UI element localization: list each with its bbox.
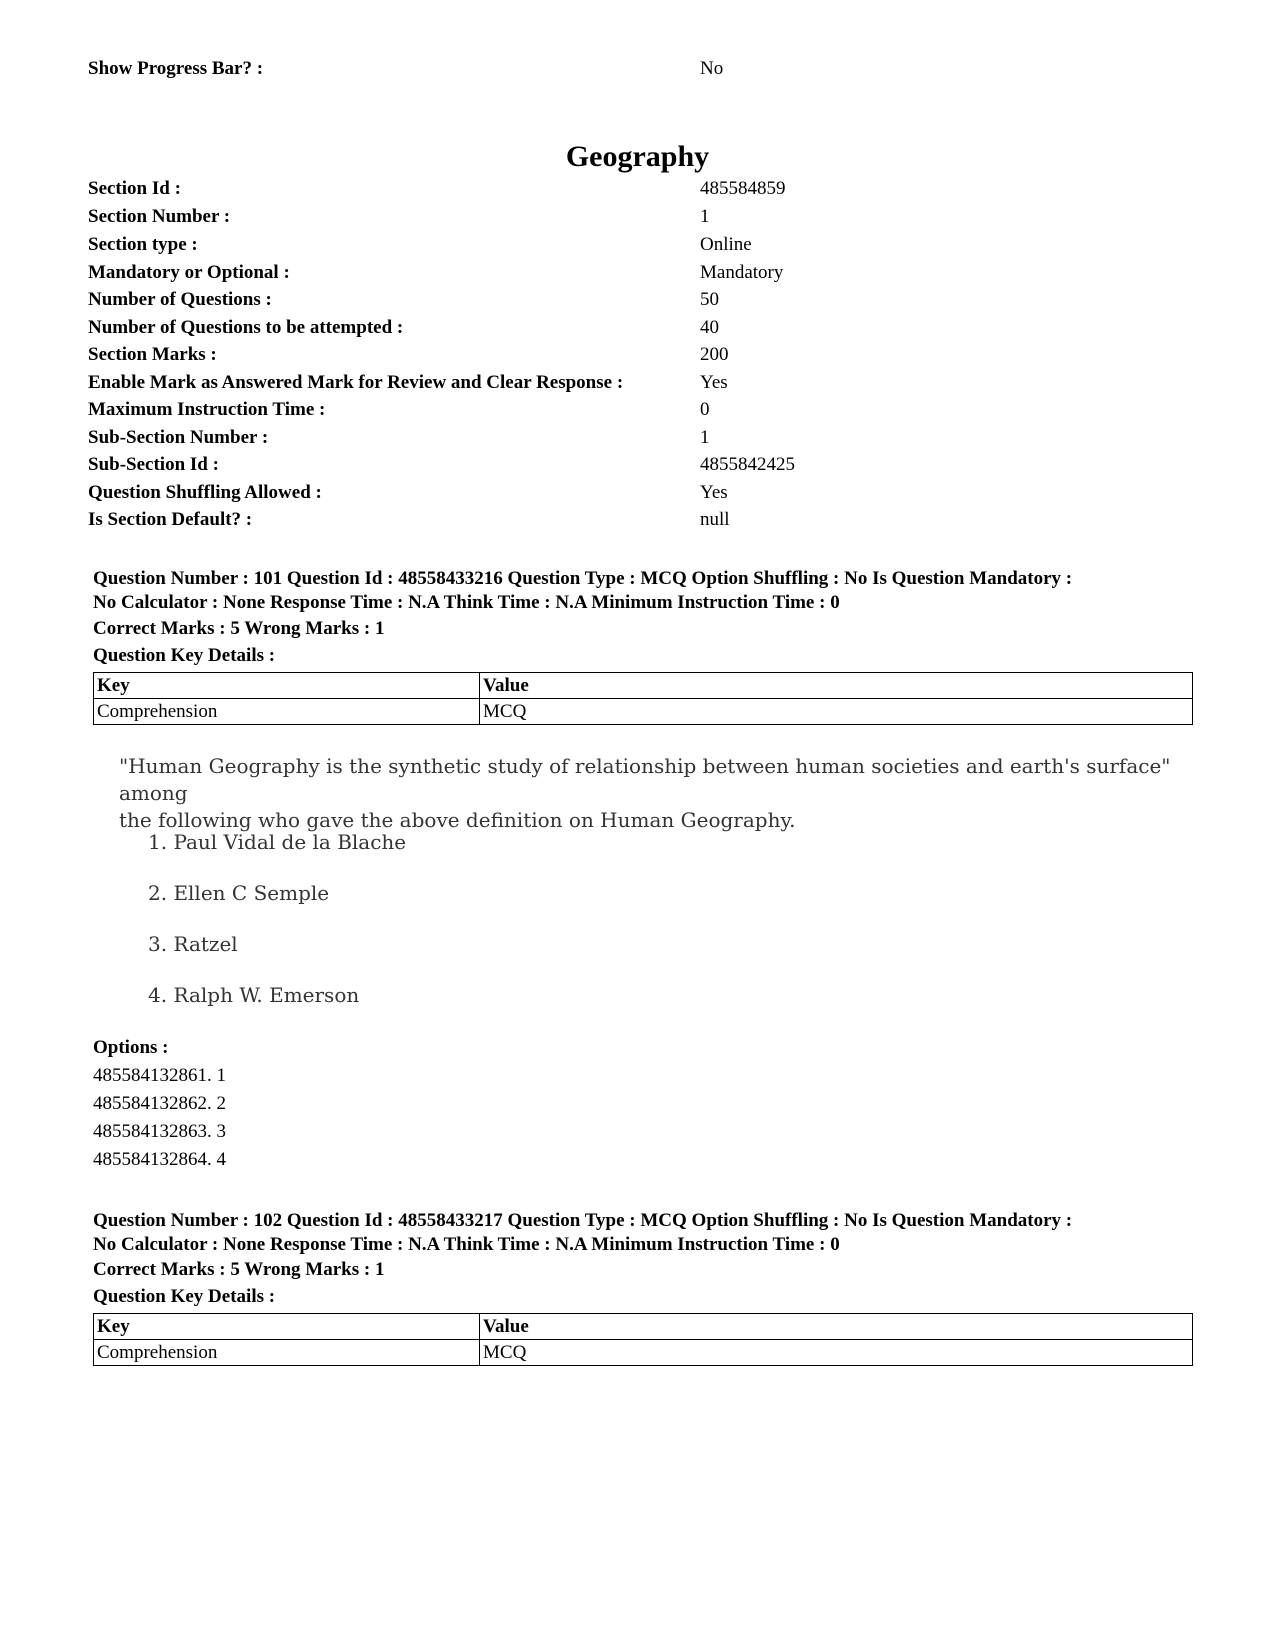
question-choice: 2. Ellen C Semple	[148, 881, 330, 905]
field-row	[88, 372, 1188, 400]
field-label: Sub-Section Id :	[88, 454, 219, 475]
field-row	[88, 454, 1188, 482]
question-key-details-label: Question Key Details :	[93, 645, 276, 666]
option-item: 485584132862. 2	[93, 1093, 226, 1114]
field-row	[88, 178, 1188, 206]
table-header-row	[94, 1314, 1193, 1340]
field-row	[88, 206, 1188, 234]
question-meta-line: No Calculator : None Response Time : N.A Think Time : N.A Minimum Instruction Time : 0	[93, 592, 840, 613]
field-row	[88, 289, 1188, 317]
field-value: Yes	[700, 482, 728, 503]
field-value: null	[700, 509, 730, 530]
field-label: Sub-Section Number :	[88, 427, 269, 448]
field-value: 1	[700, 427, 710, 448]
field-row	[88, 399, 1188, 427]
field-row	[88, 344, 1188, 372]
section-title: Geography	[565, 140, 710, 173]
field-value: 0	[700, 399, 710, 420]
table-cell: MCQ	[480, 1340, 1193, 1366]
question-marks: Correct Marks : 5 Wrong Marks : 1	[93, 618, 385, 639]
question-meta	[93, 1209, 1203, 1257]
table-header-cell: Key	[94, 673, 480, 699]
table-cell: Comprehension	[94, 1340, 480, 1366]
field-label: Is Section Default? :	[88, 509, 253, 530]
field-value: Online	[700, 234, 752, 255]
field-value: 40	[700, 317, 719, 338]
table-header-cell: Value	[480, 673, 1193, 699]
question-statement	[119, 753, 1179, 834]
options-list	[93, 1062, 226, 1174]
question-marks: Correct Marks : 5 Wrong Marks : 1	[93, 1259, 385, 1280]
question-key-table	[93, 1313, 1193, 1366]
progress-bar-setting	[88, 58, 1188, 86]
question-choice: 4. Ralph W. Emerson	[148, 983, 360, 1007]
question-choice: 1. Paul Vidal de la Blache	[148, 830, 407, 854]
table-cell: MCQ	[480, 699, 1193, 725]
question-meta	[93, 567, 1203, 615]
field-row	[88, 234, 1188, 262]
field-label: Number of Questions :	[88, 289, 272, 310]
question-statement-line: "Human Geography is the synthetic study of relationship between human societies and earth's surface" among	[119, 754, 1171, 805]
field-label: Section type :	[88, 234, 198, 255]
field-row	[88, 482, 1188, 510]
question-meta-line: Question Number : 102 Question Id : 48558433217 Question Type : MCQ Option Shuffling : No Is Question Mandatory :	[93, 1210, 1073, 1231]
table-header-row	[94, 673, 1193, 699]
question-key-table	[93, 672, 1193, 725]
options-label: Options :	[93, 1037, 169, 1058]
field-row	[88, 262, 1188, 290]
field-label: Mandatory or Optional :	[88, 262, 290, 283]
field-value: 1	[700, 206, 710, 227]
field-value: 485584859	[700, 178, 786, 199]
field-label: Maximum Instruction Time :	[88, 399, 326, 420]
field-value: 200	[700, 344, 729, 365]
field-value: Mandatory	[700, 262, 784, 283]
field-value: 50	[700, 289, 719, 310]
field-row	[88, 427, 1188, 455]
field-label: Question Shuffling Allowed :	[88, 482, 322, 503]
field-label: Show Progress Bar? :	[88, 58, 264, 79]
field-label: Section Id :	[88, 178, 181, 199]
option-item: 485584132863. 3	[93, 1121, 226, 1142]
table-cell: Comprehension	[94, 699, 480, 725]
field-value: Yes	[700, 372, 728, 393]
question-body	[112, 754, 1172, 1065]
field-value: No	[700, 58, 724, 79]
table-row	[94, 699, 1193, 725]
question-statement-line: the following who gave the above definition on Human Geography.	[119, 808, 796, 832]
question-choice: 3. Ratzel	[148, 932, 238, 956]
field-value: 4855842425	[700, 454, 795, 475]
field-label: Section Marks :	[88, 344, 217, 365]
question-meta-line: No Calculator : None Response Time : N.A Think Time : N.A Minimum Instruction Time : 0	[93, 1234, 840, 1255]
table-row	[94, 1340, 1193, 1366]
question-meta-line: Question Number : 101 Question Id : 48558433216 Question Type : MCQ Option Shuffling : No Is Question Mandatory :	[93, 568, 1073, 589]
field-row	[88, 317, 1188, 345]
field-label: Enable Mark as Answered Mark for Review and Clear Response :	[88, 372, 624, 393]
question-key-details-label: Question Key Details :	[93, 1286, 276, 1307]
table-header-cell: Key	[94, 1314, 480, 1340]
field-label: Section Number :	[88, 206, 231, 227]
field-row	[88, 509, 1188, 537]
field-label: Number of Questions to be attempted :	[88, 317, 404, 338]
table-header-cell: Value	[480, 1314, 1193, 1340]
option-item: 485584132864. 4	[93, 1149, 226, 1170]
option-item: 485584132861. 1	[93, 1065, 226, 1086]
